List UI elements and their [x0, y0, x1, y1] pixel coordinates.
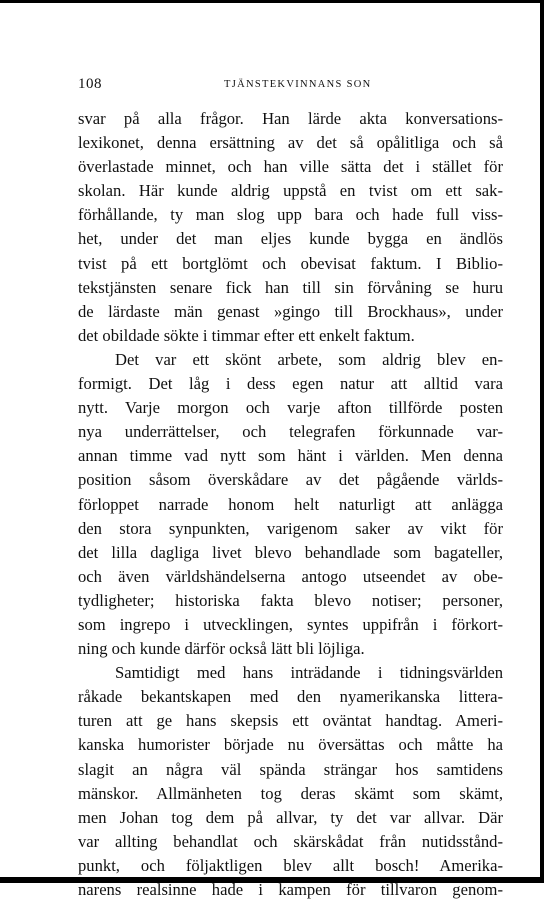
scan-edge-right [540, 0, 544, 883]
scan-edge-top [0, 0, 544, 3]
text-line: var allting behandlat och skärskådat från nutidsstånd- [78, 831, 503, 851]
text-line: kanska humorister började nu översättas och måtte ha [78, 735, 503, 755]
page-header [78, 76, 498, 96]
text-line: den stora synpunkten, varigenom saker av vikt för [78, 518, 503, 538]
text-line: formigt. Det låg i dess egen natur att alltid vara [78, 374, 503, 394]
running-title: TJÄNSTEKVINNANS SON [224, 79, 372, 90]
text-line: råkade bekantskapen med den nyamerikanska littera- [78, 687, 503, 707]
text-line: Det var ett skönt arbete, som aldrig blev en- [115, 349, 503, 369]
text-line: mänskor. Allmänheten tog deras skämt som skämt, [78, 783, 503, 803]
text-line: het, under det man eljes kunde bygga en ändlös [78, 229, 503, 249]
text-line: lexikonet, denna ersättning av det så opålitliga och så [78, 133, 503, 153]
text-line: Samtidigt med hans inträdande i tidningsvärlden [115, 663, 503, 683]
text-line: tydligheter; historiska fakta blevo notiser; personer, [78, 590, 503, 610]
text-line: skolan. Här kunde aldrig uppstå en tvist om ett sak- [78, 181, 503, 201]
text-line: narens realsinne hade i kampen för tillvaron genom- [78, 880, 503, 899]
text-line: och även världshändelserna antogo utseendet av obe- [78, 566, 503, 586]
text-line: position såsom överskådare av det pågående världs- [78, 470, 503, 490]
text-line: de lärdaste män genast »gingo till Brockhaus», under [78, 301, 503, 321]
text-line: annan timme vad nytt som hänt i världen. Men denna [78, 446, 503, 466]
body-text [78, 107, 503, 902]
page-number: 108 [78, 76, 102, 92]
text-line: förhållande, ty man slog upp bara och hade full viss- [78, 205, 503, 225]
text-line: ning och kunde därför också lätt bli löjliga. [78, 639, 365, 659]
text-line: punkt, och följaktligen blev allt bosch! Amerika- [78, 855, 503, 875]
text-line: men Johan tog dem på allvar, ty det var allvar. Där [78, 807, 503, 827]
text-line: nytt. Varje morgon och varje afton tillförde posten [78, 398, 503, 418]
text-line: förloppet narrade honom helt naturligt att anlägga [78, 494, 503, 514]
text-line: det lilla dagliga livet blevo behandlade som bagateller, [78, 542, 503, 562]
text-line: slagit an några väl spända strängar hos samtidens [78, 759, 503, 779]
text-line: svar på alla frågor. Han lärde akta konversations- [78, 109, 503, 128]
text-line: överlastade minnet, och han ville sätta det i stället för [78, 157, 503, 177]
text-line: turen att ge hans skepsis ett oväntat handtag. Ameri- [78, 711, 503, 731]
text-line: tvist på ett bortglömt och obevisat faktum. I Biblio- [78, 253, 503, 273]
text-line: nya underrättelser, och telegrafen förkunnade var- [78, 422, 503, 442]
text-line: det obildade sökte i timmar efter ett enkelt faktum. [78, 325, 415, 345]
text-line: tekstjänsten senare fick han till sin förvåning se huru [78, 277, 503, 297]
text-line: som ingrepo i utvecklingen, syntes uppifrån i förkort- [78, 614, 503, 634]
